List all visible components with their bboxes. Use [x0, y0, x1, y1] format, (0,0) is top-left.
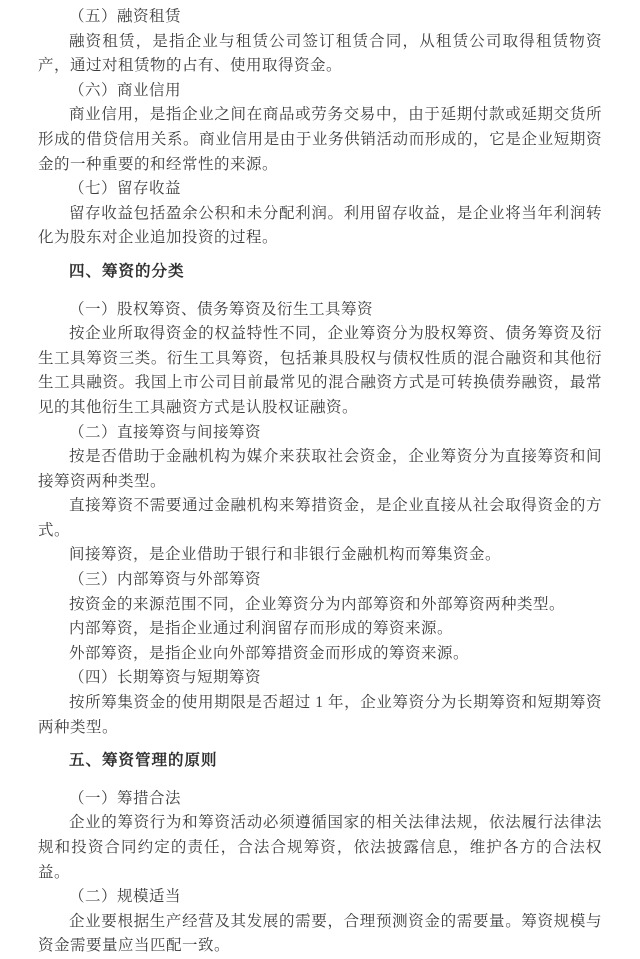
paragraph-external-financing: 外部筹资，是指企业向外部筹措资金而形成的筹资来源。 [69, 644, 470, 662]
subsection-heading-4-4: （四）长期筹资与短期筹资 [69, 669, 262, 687]
paragraph-internal-financing: 内部筹资，是指企业通过利润留存而形成的筹资来源。 [69, 620, 454, 638]
subsection-heading-4-3: （三）内部筹资与外部筹资 [69, 571, 262, 589]
section-heading-5: 五、筹资管理的原则 [69, 752, 218, 770]
paragraph-finance-lease: 融资租赁，是指企业与租赁公司签订租赁合同，从租赁公司取得租赁物资产，通过对租赁物的占有、使用取得资金。 [38, 32, 602, 75]
subsection-heading-4-1: （一）股权筹资、债务筹资及衍生工具筹资 [69, 300, 374, 318]
section-heading-4: 四、筹资的分类 [69, 262, 185, 280]
paragraph-direct-financing: 直接筹资不需要通过金融机构来筹措资金，是企业直接从社会取得资金的方式。 [38, 497, 602, 539]
paragraph-indirect-financing: 间接筹资，是企业借助于银行和非银行金融机构而筹集资金。 [69, 546, 502, 564]
subsection-heading-5-2: （二）规模适当 [69, 888, 182, 906]
paragraph-longterm-shortterm: 按所筹集资金的使用期限是否超过 1 年，企业筹资分为长期筹资和短期筹资两种类型。 [38, 694, 602, 736]
subsection-heading-6: （六）商业信用 [69, 81, 182, 99]
paragraph-retained-earnings: 留存收益包括盈余公积和未分配利润。利用留存收益，是企业将当年利润转化为股东对企业追加投资的过程。 [38, 204, 602, 247]
paragraph-direct-indirect: 按是否借助于金融机构为媒介来获取社会资金，企业筹资分为直接筹资和间接筹资两种类型。 [38, 448, 602, 490]
paragraph-commercial-credit: 商业信用，是指企业之间在商品或劳务交易中，由于延期付款或延期交货所形成的借贷信用关系。商业信用是由于业务供销活动而形成的，它是企业短期资金的一种重要的和经常性的来源。 [38, 106, 602, 173]
paragraph-appropriate-scale: 企业要根据生产经营及其发展的需要，合理预测资金的需要量。筹资规模与资金需要量应当匹配一致。 [38, 912, 602, 955]
subsection-heading-7: （七）留存收益 [69, 180, 182, 198]
subsection-heading-5-1: （一）筹措合法 [69, 789, 182, 807]
paragraph-internal-external: 按资金的来源范围不同，企业筹资分为内部筹资和外部筹资两种类型。 [69, 595, 566, 613]
paragraph-legal-raising: 企业的筹资行为和筹资活动必须遵循国家的相关法律法规，依法履行法律法规和投资合同约定的责任，合法合规筹资，依法披露信息，维护各方的合法权益。 [38, 814, 602, 881]
paragraph-equity-debt-derivative: 按企业所取得资金的权益特性不同，企业筹资分为股权筹资、债务筹资及衍生工具筹资三类。衍生工具筹资，包括兼具股权与债权性质的混合融资和其他衍生工具融资。我国上市公司目前最常见的混合融资方式是可转换债券融资，最常见的其他衍生工具融资方式是认股权证融资。 [38, 325, 602, 416]
subsection-heading-5: （五）融资租赁 [69, 8, 182, 25]
subsection-heading-4-2: （二）直接筹资与间接筹资 [69, 423, 262, 441]
